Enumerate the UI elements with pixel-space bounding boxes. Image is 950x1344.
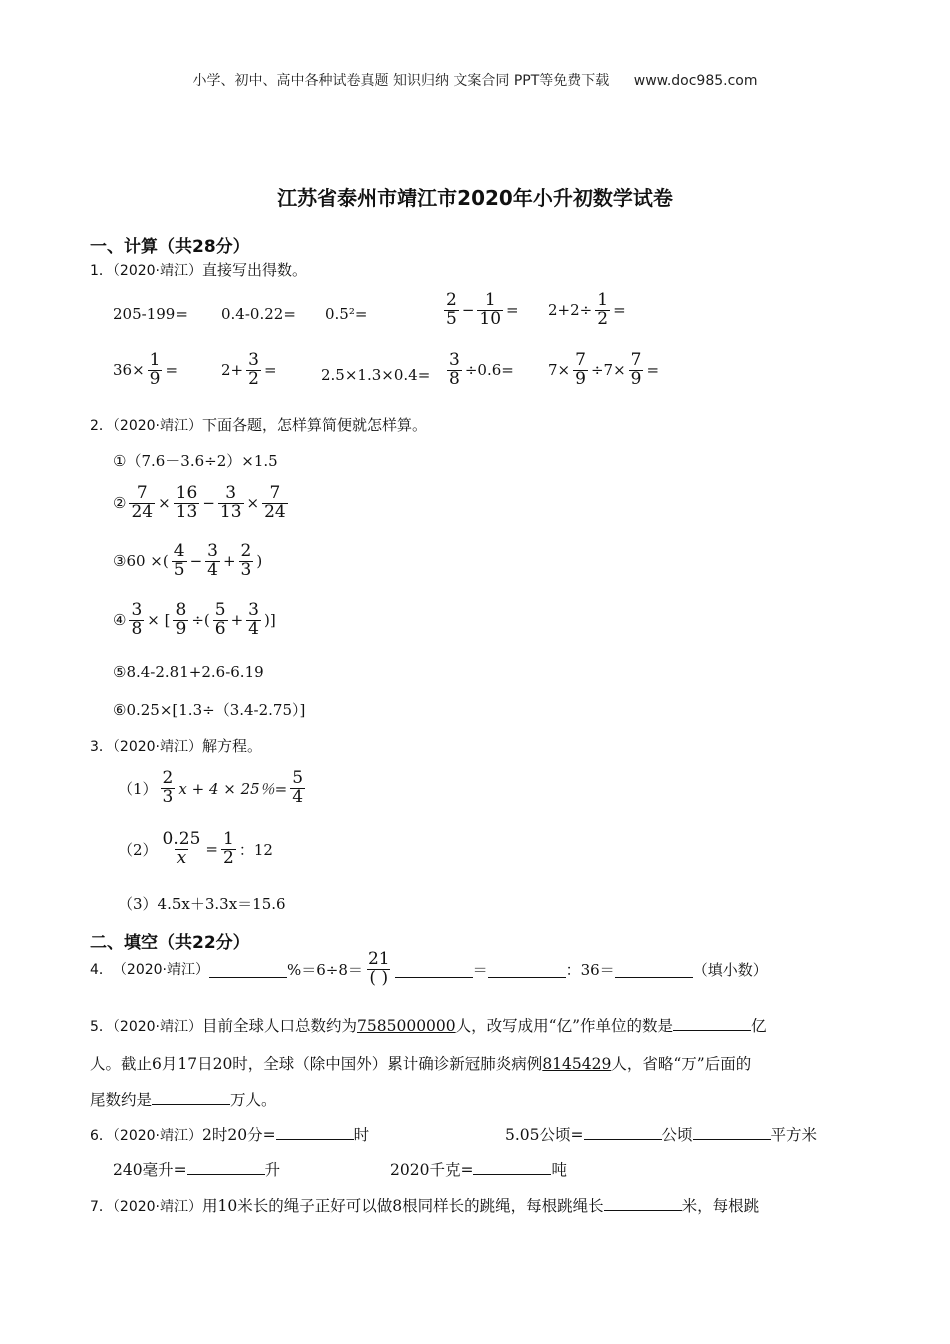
item-2-3: ③ 60 ×( $\frac{4}{5}$ − $\frac{3}{4}$ + $\frac{2}{3}$ ): [113, 541, 263, 580]
expr-2b: 2+ $\frac{3}{2}$ =: [221, 350, 277, 389]
answer-blank[interactable]: [395, 961, 473, 978]
question-number: 6．: [90, 1128, 113, 1144]
question-text: 解方程。: [202, 737, 263, 755]
fraction: $\frac{1}{10}$: [479, 290, 502, 329]
case-count-value: 8145429: [542, 1055, 612, 1073]
answer-blank[interactable]: [615, 961, 693, 978]
equation-1: （1） $\frac{2}{3}$ x + 4 × 25％= $\frac{5}{4}$: [118, 768, 304, 807]
fraction: $\frac{8}{9}$: [175, 600, 187, 639]
header-text: 小学、初中、高中各种试卷真题 知识归纳 文案合同 PPT等免费下载: [192, 73, 610, 89]
question-source: （2020·靖江）: [112, 739, 203, 755]
fraction: $\frac{7}{9}$: [575, 350, 586, 389]
page-title: 江苏省泰州市靖江市2020年小升初数学试卷: [277, 186, 673, 210]
question-text: 下面各题，怎样算简便就怎样算。: [202, 416, 428, 434]
expr-1e: 2+2÷ $\frac{1}{2}$ =: [548, 290, 626, 329]
expr-2d: $\frac{3}{8}$ ÷0.6=: [449, 350, 514, 389]
fraction: $\frac{3}{4}$: [207, 541, 218, 580]
header-url: www.doc985.com: [633, 73, 758, 89]
equation-3: （3）4.5x＋3.3x＝15.6: [118, 895, 286, 913]
question-number: 5．: [90, 1019, 113, 1035]
equation-2: （2） $\frac{0.25}{x}$ = $\frac{1}{2}$ ：12: [118, 829, 273, 868]
question-6-c: 240毫升= 升: [113, 1158, 280, 1180]
answer-blank[interactable]: [673, 1014, 751, 1031]
question-source: （2020·靖江）: [112, 418, 203, 434]
fraction: $\frac{3}{4}$: [248, 600, 259, 639]
item-2-1: ①（7.6－3.6÷2）×1.5: [113, 452, 278, 470]
fraction: $\frac{3}{13}$: [219, 483, 242, 522]
question-5: 5．（2020·靖江）目前全球人口总数约为7585000000人，改写成用“亿”作单位的数是 亿: [90, 1014, 767, 1036]
question-source: （2020·靖江）: [112, 263, 203, 279]
question-number: 4．: [90, 962, 113, 979]
question-5-line-2: 人。截止6月17日20时，全球（除中国外）累计确诊新冠肺炎病例8145429人，省略“万”后面的: [90, 1055, 752, 1073]
fraction: $\frac{3}{8}$: [131, 600, 143, 639]
question-number: 7．: [90, 1199, 113, 1215]
fraction: $\frac{0.25}{x}$: [162, 829, 201, 868]
fraction: $\frac{21}{( )}$: [367, 949, 390, 988]
expr-1c: 0.5²=: [325, 305, 368, 323]
fraction: $\frac{2}{3}$: [240, 541, 252, 580]
expr-2e: 7× $\frac{7}{9}$ ÷7× $\frac{7}{9}$ =: [548, 350, 660, 389]
question-2: [90, 414, 427, 435]
question-number: 3．: [90, 739, 113, 755]
question-text: 直接写出得数。: [202, 261, 308, 279]
fraction: $\frac{3}{8}$: [449, 350, 460, 389]
answer-blank[interactable]: [693, 1123, 771, 1140]
fraction: $\frac{2}{3}$: [162, 768, 174, 807]
answer-blank[interactable]: [187, 1158, 265, 1175]
question-number: 2．: [90, 418, 113, 434]
page-header: [0, 70, 950, 90]
answer-blank[interactable]: [209, 961, 287, 978]
answer-blank[interactable]: [584, 1123, 662, 1140]
question-7: 7．（2020·靖江）用10米长的绳子正好可以做8根同样长的跳绳，每根跳绳长 米，每根跳: [90, 1194, 759, 1216]
fraction: $\frac{4}{5}$: [173, 541, 185, 580]
fraction: $\frac{5}{6}$: [214, 600, 226, 639]
fraction: $\frac{16}{13}$: [175, 483, 198, 522]
expr-2a: 36× $\frac{1}{9}$ =: [113, 350, 179, 389]
answer-blank[interactable]: [488, 961, 566, 978]
answer-blank[interactable]: [152, 1088, 230, 1105]
expr-2c: 2.5×1.3×0.4=: [321, 366, 431, 384]
population-value: 7585000000: [357, 1017, 456, 1035]
fraction: $\frac{1}{9}$: [149, 350, 161, 389]
expr-1d: $\frac{2}{5}$ − $\frac{1}{10}$ =: [446, 290, 519, 329]
fraction: $\frac{2}{5}$: [446, 290, 457, 329]
question-source: （2020·靖江）: [112, 1199, 203, 1215]
item-2-6: ⑥0.25×[1.3÷（3.4-2.75）]: [113, 701, 306, 719]
question-6: 6．（2020·靖江）2时20分= 时: [90, 1123, 369, 1145]
fraction: $\frac{3}{2}$: [248, 350, 259, 389]
question-6-d: 2020千克= 吨: [390, 1158, 567, 1180]
question-number: 1．: [90, 263, 113, 279]
fraction: $\frac{1}{2}$: [597, 290, 609, 329]
answer-blank[interactable]: [604, 1194, 682, 1211]
question-3: [90, 735, 262, 756]
item-2-5: ⑤8.4-2.81+2.6-6.19: [113, 663, 264, 681]
answer-blank[interactable]: [276, 1123, 354, 1140]
question-4: 4． （2020·靖江） %＝6÷8＝ $\frac{21}{( )}$ ＝ ：36＝ （填小数）: [90, 949, 768, 988]
section-heading-calc: 一、计算（共28分）: [90, 237, 250, 257]
answer-blank[interactable]: [473, 1158, 551, 1175]
fraction: $\frac{5}{4}$: [292, 768, 304, 807]
question-source: （2020·靖江）: [112, 1128, 203, 1144]
fraction: $\frac{7}{24}$: [264, 483, 286, 522]
question-source: （2020·靖江）: [112, 1019, 203, 1035]
expr-1a: 205-199=: [113, 305, 188, 323]
question-source: （2020·靖江）: [112, 962, 210, 979]
fraction: $\frac{1}{2}$: [222, 829, 234, 868]
expr-1b: 0.4-0.22=: [221, 305, 296, 323]
section-heading-fill: 二、填空（共22分）: [90, 933, 250, 953]
fraction: $\frac{7}{9}$: [630, 350, 642, 389]
question-6-b: 5.05公顷= 公顷 平方米: [505, 1123, 817, 1145]
item-2-2: ② $\frac{7}{24}$ × $\frac{16}{13}$ − $\frac{3}{13}$ × $\frac{7}{24}$: [113, 483, 286, 522]
question-1: [90, 259, 307, 280]
item-2-4: ④ $\frac{3}{8}$ × [ $\frac{8}{9}$ ÷( $\frac{5}{6}$ + $\frac{3}{4}$ )]: [113, 600, 276, 639]
question-5-line-3: 尾数约是 万人。: [90, 1088, 277, 1110]
fraction: $\frac{7}{24}$: [131, 483, 154, 522]
